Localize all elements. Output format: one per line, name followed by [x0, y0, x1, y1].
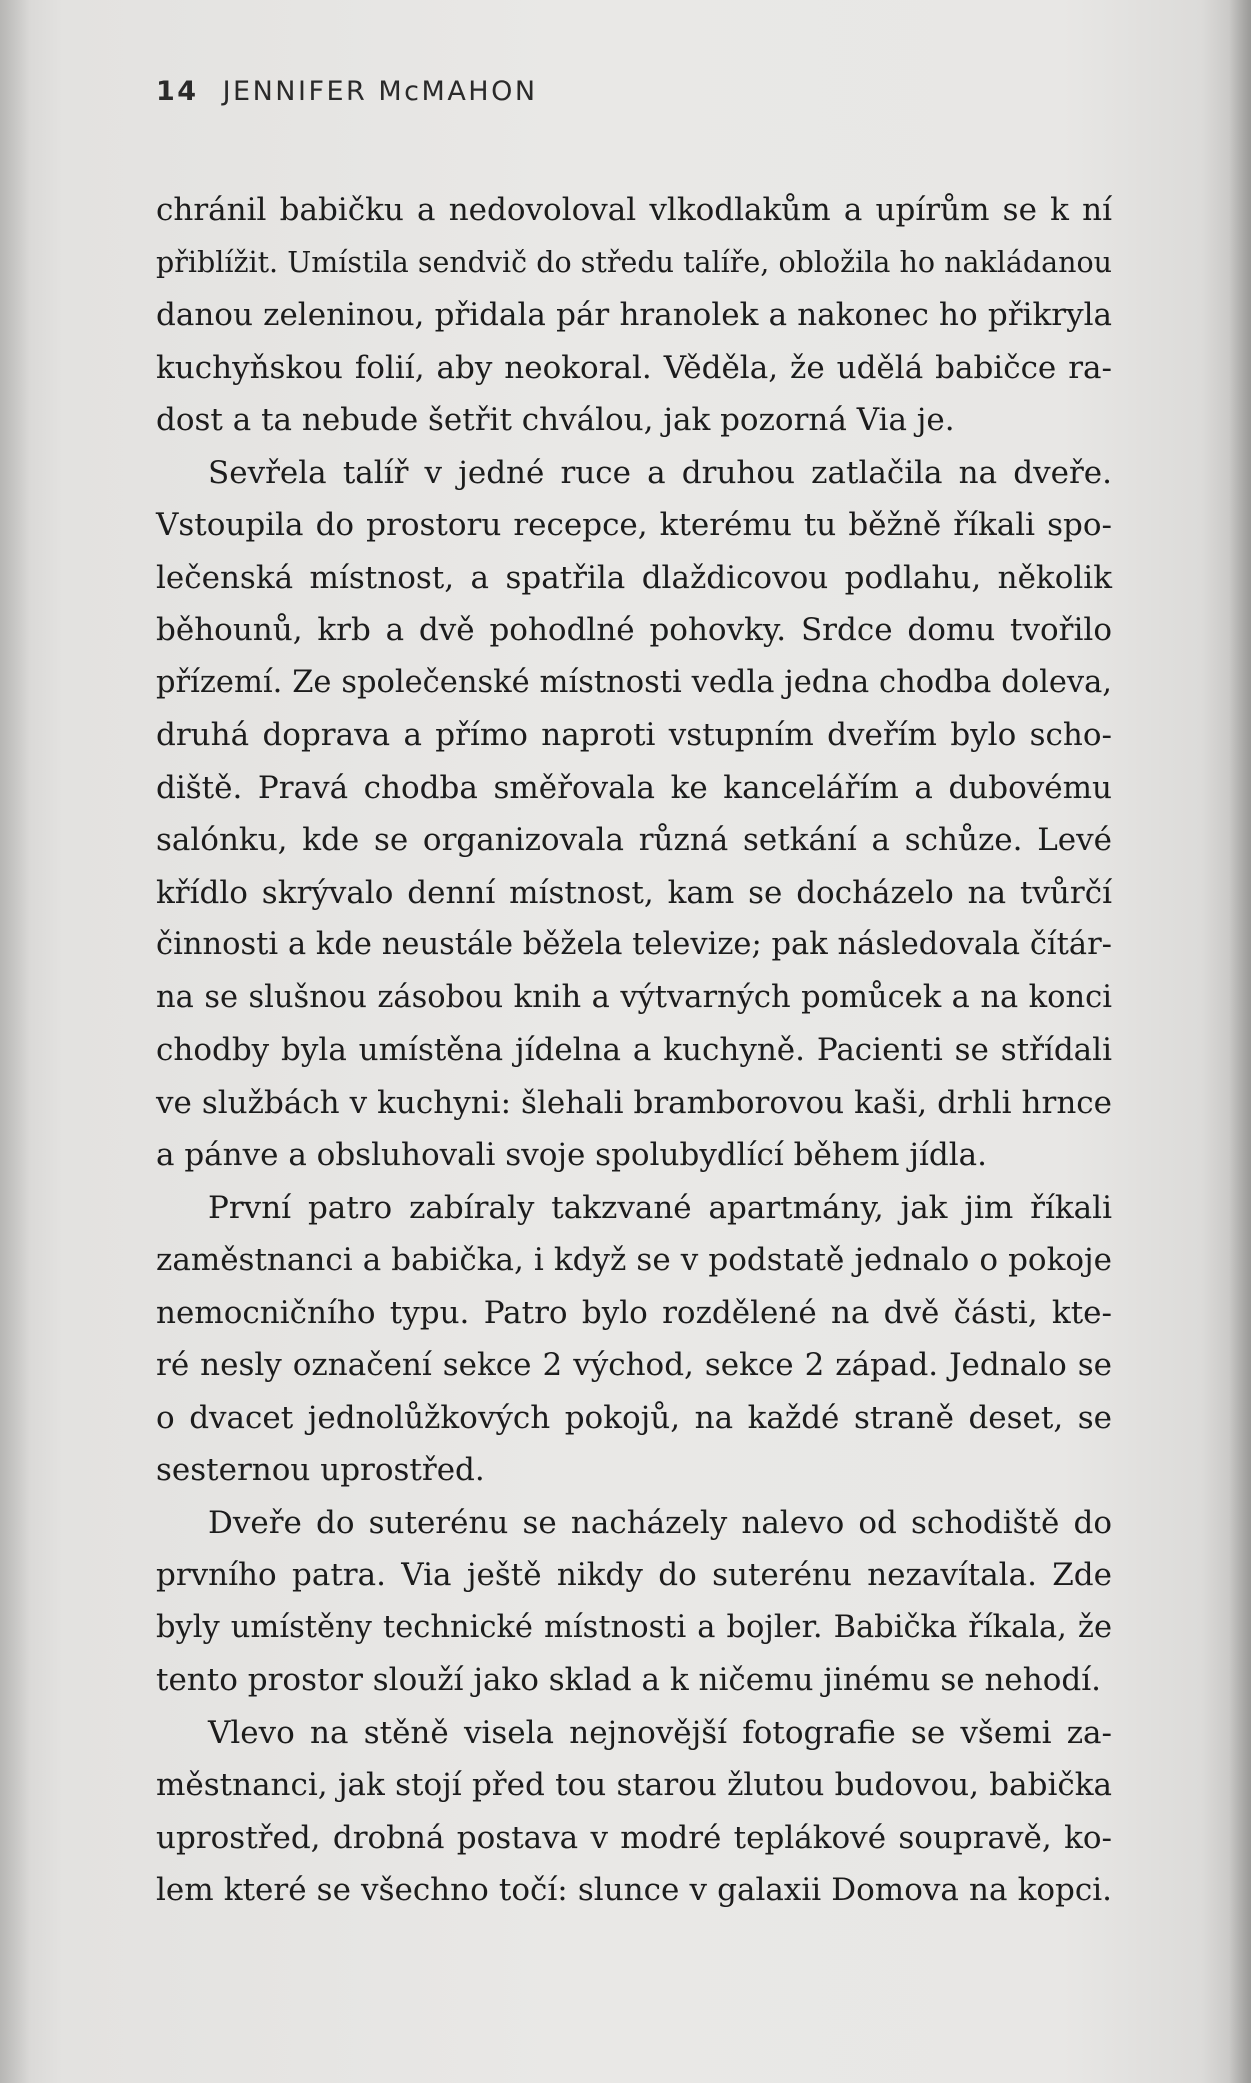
text-line: Vstoupila do prostoru recepce, kterému tu běžně říkali spo- [156, 507, 1112, 543]
text-line: nemocničního typu. Patro bylo rozdělené na dvě části, kte- [156, 1294, 1112, 1331]
author-name: JENNIFER McMAHON [222, 76, 538, 107]
text-line: křídlo skrývalo denní místnost, kam se docházelo na tvůrčí [156, 874, 1112, 911]
text-line: prvního patra. Via ještě nikdy do suterénu nezavítala. Zde [156, 1557, 1112, 1593]
text-line: běhounů, krb a dvě pohodlné pohovky. Srdce domu tvořilo [156, 612, 1112, 648]
text-line: přízemí. Ze společenské místnosti vedla jedna chodba doleva, [156, 664, 1112, 700]
text-line: zaměstnanci a babička, i když se v podstatě jednalo o pokoje [156, 1242, 1112, 1278]
text-line: městnanci, jak stojí před tou starou žlutou budovou, babička [156, 1767, 1112, 1803]
text-line: byly umístěny technické místnosti a bojler. Babička říkala, že [156, 1609, 1112, 1645]
text-line: uprostřed, drobná postava v modré teplákové soupravě, ko- [156, 1819, 1112, 1856]
text-line: přiblížit. Umístila sendvič do středu talíře, obložila ho nakládanou [156, 245, 1112, 279]
page-number: 14 [156, 76, 199, 107]
text-line: chodby byla umístěna jídelna a kuchyně. Pacienti se střídali [156, 1032, 1112, 1068]
paragraph-start-line: Sevřela talíř v jedné ruce a druhou zatlačila na dveře. [208, 454, 1112, 491]
paragraph-start-line: Vlevo na stěně visela nejnovější fotografie se všemi za- [208, 1714, 1112, 1751]
text-line: salónku, kde se organizovala různá setkání a schůze. Levé [156, 822, 1112, 858]
page-shadow-right [1229, 0, 1251, 2083]
page-shadow-left [0, 0, 30, 2083]
text-line: druhá doprava a přímo naproti vstupním dveřím bylo scho- [156, 717, 1112, 753]
text-line: chránil babičku a nedovoloval vlkodlakům a upírům se k ní [156, 192, 1112, 228]
text-line: diště. Pravá chodba směřovala ke kancelářím a dubovému [156, 769, 1112, 806]
text-line: ré nesly označení sekce 2 východ, sekce 2 západ. Jednalo se [156, 1347, 1112, 1383]
text-line: sesternou uprostřed. [156, 1452, 485, 1488]
text-line: a pánve a obsluhovali svoje spolubydlící během jídla. [156, 1137, 988, 1173]
text-line: činnosti a kde neustále běžela televize; pak následovala čítár- [156, 927, 1112, 962]
paragraph-start-line: První patro zabíraly takzvané apartmány, jak jim říkali [208, 1189, 1112, 1226]
text-line: tento prostor slouží jako sklad a k ničemu jinému se nehodí. [156, 1662, 1102, 1698]
text-line: danou zeleninou, přidala pár hranolek a nakonec ho přikryla [156, 297, 1112, 333]
text-line: ve službách v kuchyni: šlehali bramborovou kaši, drhli hrnce [156, 1084, 1112, 1121]
paragraph-start-line: Dveře do suterénu se nacházely nalevo od schodiště do [208, 1504, 1112, 1541]
text-line: dost a ta nebude šetřit chválou, jak pozorná Via je. [156, 402, 955, 438]
text-line: o dvacet jednolůžkových pokojů, na každé straně deset, se [156, 1399, 1112, 1436]
running-header [156, 76, 538, 107]
text-line: lečenská místnost, a spatřila dlaždicovou podlahu, několik [156, 559, 1112, 596]
text-line: kuchyňskou folií, aby neokoral. Věděla, že udělá babičce ra- [156, 349, 1112, 386]
text-line: na se slušnou zásobou knih a výtvarných pomůcek a na konci [156, 979, 1112, 1015]
body-text [156, 184, 1112, 1917]
text-line: lem které se všechno točí: slunce v galaxii Domova na kopci. [156, 1872, 1112, 1908]
